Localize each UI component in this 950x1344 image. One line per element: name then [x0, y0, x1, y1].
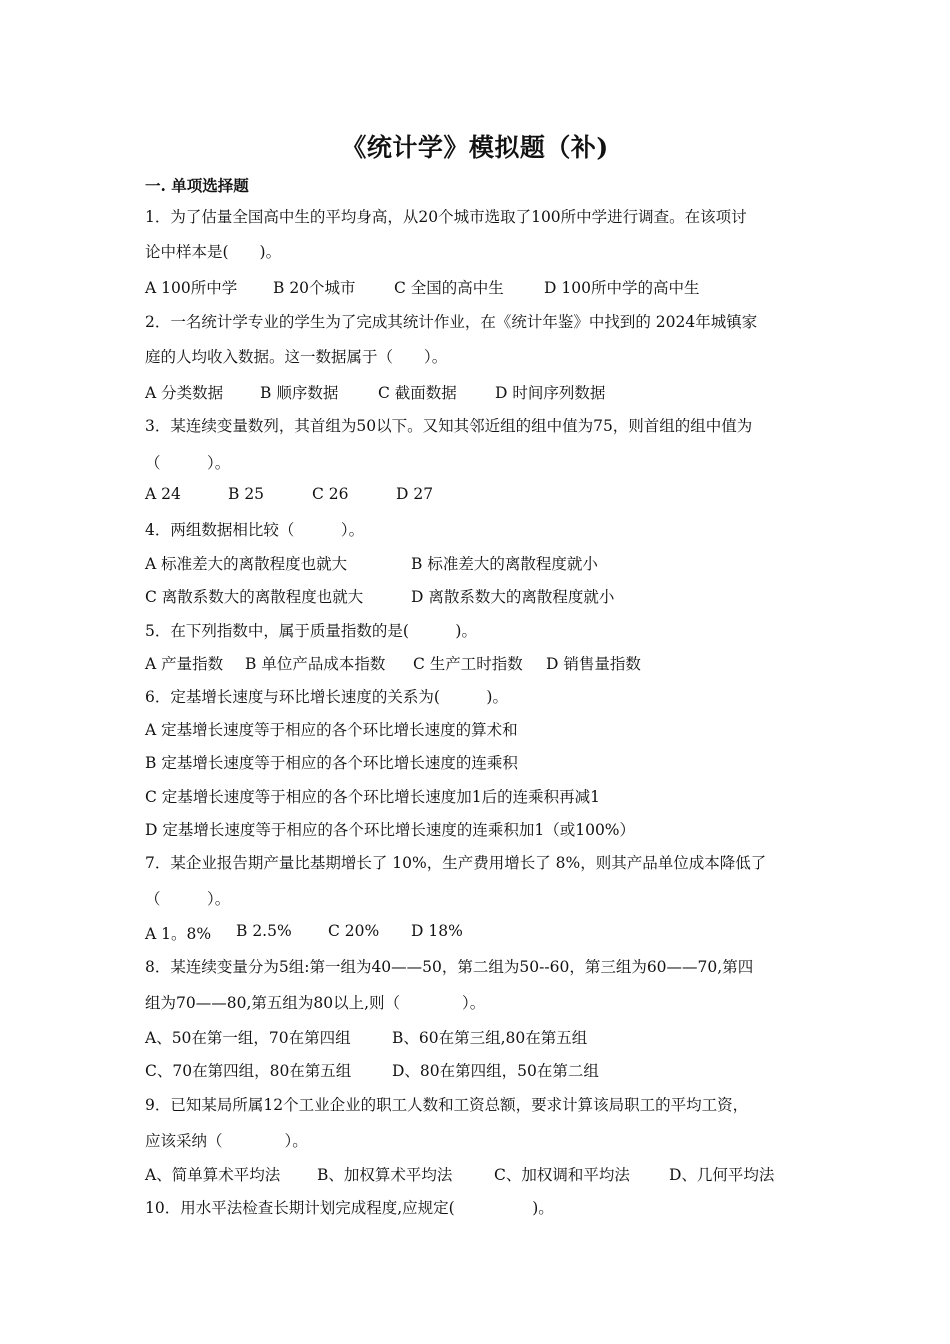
- question-2-text: 2．一名统计学专业的学生为了完成其统计作业，在《统计年鉴》中找到的 2024年城镇家: [145, 313, 758, 331]
- option-c: C 20%: [328, 922, 380, 940]
- option-d: D、几何平均法: [669, 1166, 775, 1184]
- option-d: D 18%: [411, 922, 463, 940]
- option-a: A、简单算术平均法: [145, 1166, 281, 1184]
- option-a: A 标准差大的离散程度也就大: [145, 555, 348, 573]
- option-c: C 生产工时指数: [413, 655, 523, 673]
- question-1-options: [145, 276, 699, 298]
- option-a: A 24: [145, 485, 181, 503]
- option-c: C 26: [312, 485, 349, 503]
- option-d: D 27: [396, 485, 434, 503]
- question-7-text-cont: （ ）。: [145, 890, 231, 908]
- section-heading: 一. 单项选择题: [145, 176, 249, 195]
- question-4-options-row1: [145, 552, 598, 574]
- question-5-options: [145, 652, 641, 674]
- option-d: D 离散系数大的离散程度就小: [411, 588, 615, 606]
- question-4-text: 4．两组数据相比较（ ）。: [145, 521, 365, 539]
- option-a: A、50在第一组，70在第四组: [145, 1029, 351, 1047]
- question-2-options: [145, 381, 605, 403]
- question-1-text: 1．为了估量全国高中生的平均身高，从20个城市选取了100所中学进行调查。在该项讨: [145, 208, 747, 226]
- option-c: C 定基增长速度等于相应的各个环比增长速度加1后的连乘积再减1: [145, 788, 601, 806]
- option-a: A 1。8%: [145, 925, 212, 943]
- question-3-text-cont: （ ）。: [145, 454, 231, 472]
- option-a: A 定基增长速度等于相应的各个环比增长速度的算术和: [145, 721, 518, 739]
- option-c: C 全国的高中生: [394, 279, 504, 297]
- option-c: C 截面数据: [378, 384, 457, 402]
- question-9-text-cont: 应该采纳（ ）。: [145, 1132, 308, 1150]
- document-title: 《统计学》模拟题（补): [341, 133, 609, 162]
- option-d: D 定基增长速度等于相应的各个环比增长速度的连乘积加1（或100%）: [145, 821, 636, 839]
- question-7-options: [145, 922, 463, 944]
- option-b: B、60在第三组,80在第五组: [392, 1029, 588, 1047]
- question-2-text-cont: 庭的人均收入数据。这一数据属于（ ）。: [145, 348, 448, 366]
- option-a: A 100所中学: [145, 279, 238, 297]
- option-b: B 25: [228, 485, 265, 503]
- option-b: B 标准差大的离散程度就小: [411, 555, 598, 573]
- question-9-text: 9．已知某局所属12个工业企业的职工人数和工资总额，要求计算该局职工的平均工资，: [145, 1096, 749, 1114]
- option-d: D、80在第四组，50在第二组: [392, 1062, 599, 1080]
- question-8-text: 8．某连续变量分为5组:第一组为40——50，第二组为50--60，第三组为60——70,第四: [145, 958, 754, 976]
- question-9-options: [145, 1163, 774, 1185]
- option-d: D 时间序列数据: [495, 384, 606, 402]
- option-b: B 顺序数据: [260, 384, 339, 402]
- question-8-options-row2: [145, 1059, 599, 1081]
- option-c: C 离散系数大的离散程度也就大: [145, 588, 364, 606]
- option-d: D 销售量指数: [546, 655, 641, 673]
- question-3-text: 3．某连续变量数列，其首组为50以下。又知其邻近组的组中值为75，则首组的组中值为: [145, 417, 753, 435]
- option-c: C、70在第四组，80在第五组: [145, 1062, 352, 1080]
- question-7-text: 7．某企业报告期产量比基期增长了 10%，生产费用增长了 8%，则其产品单位成本降低了: [145, 854, 767, 872]
- question-5-text: 5．在下列指数中，属于质量指数的是( )。: [145, 622, 477, 640]
- question-1-text-cont: 论中样本是( )。: [145, 243, 282, 261]
- option-a: A 分类数据: [145, 384, 224, 402]
- option-b: B 2.5%: [236, 922, 292, 940]
- option-b: B 20个城市: [273, 279, 356, 297]
- question-8-text-cont: 组为70——80,第五组为80以上,则（ ）。: [145, 994, 486, 1012]
- question-8-options-row1: [145, 1026, 587, 1048]
- question-10-text: 10．用水平法检查长期计划完成程度,应规定( )。: [145, 1199, 554, 1217]
- option-c: C、加权调和平均法: [494, 1166, 630, 1184]
- option-b: B 定基增长速度等于相应的各个环比增长速度的连乘积: [145, 754, 518, 772]
- option-d: D 100所中学的高中生: [544, 279, 700, 297]
- option-b: B 单位产品成本指数: [245, 655, 386, 673]
- question-4-options-row2: [145, 585, 614, 607]
- option-b: B、加权算术平均法: [317, 1166, 453, 1184]
- question-6-text: 6．定基增长速度与环比增长速度的关系为( )。: [145, 688, 508, 706]
- option-a: A 产量指数: [145, 655, 224, 673]
- question-3-options: [145, 485, 433, 503]
